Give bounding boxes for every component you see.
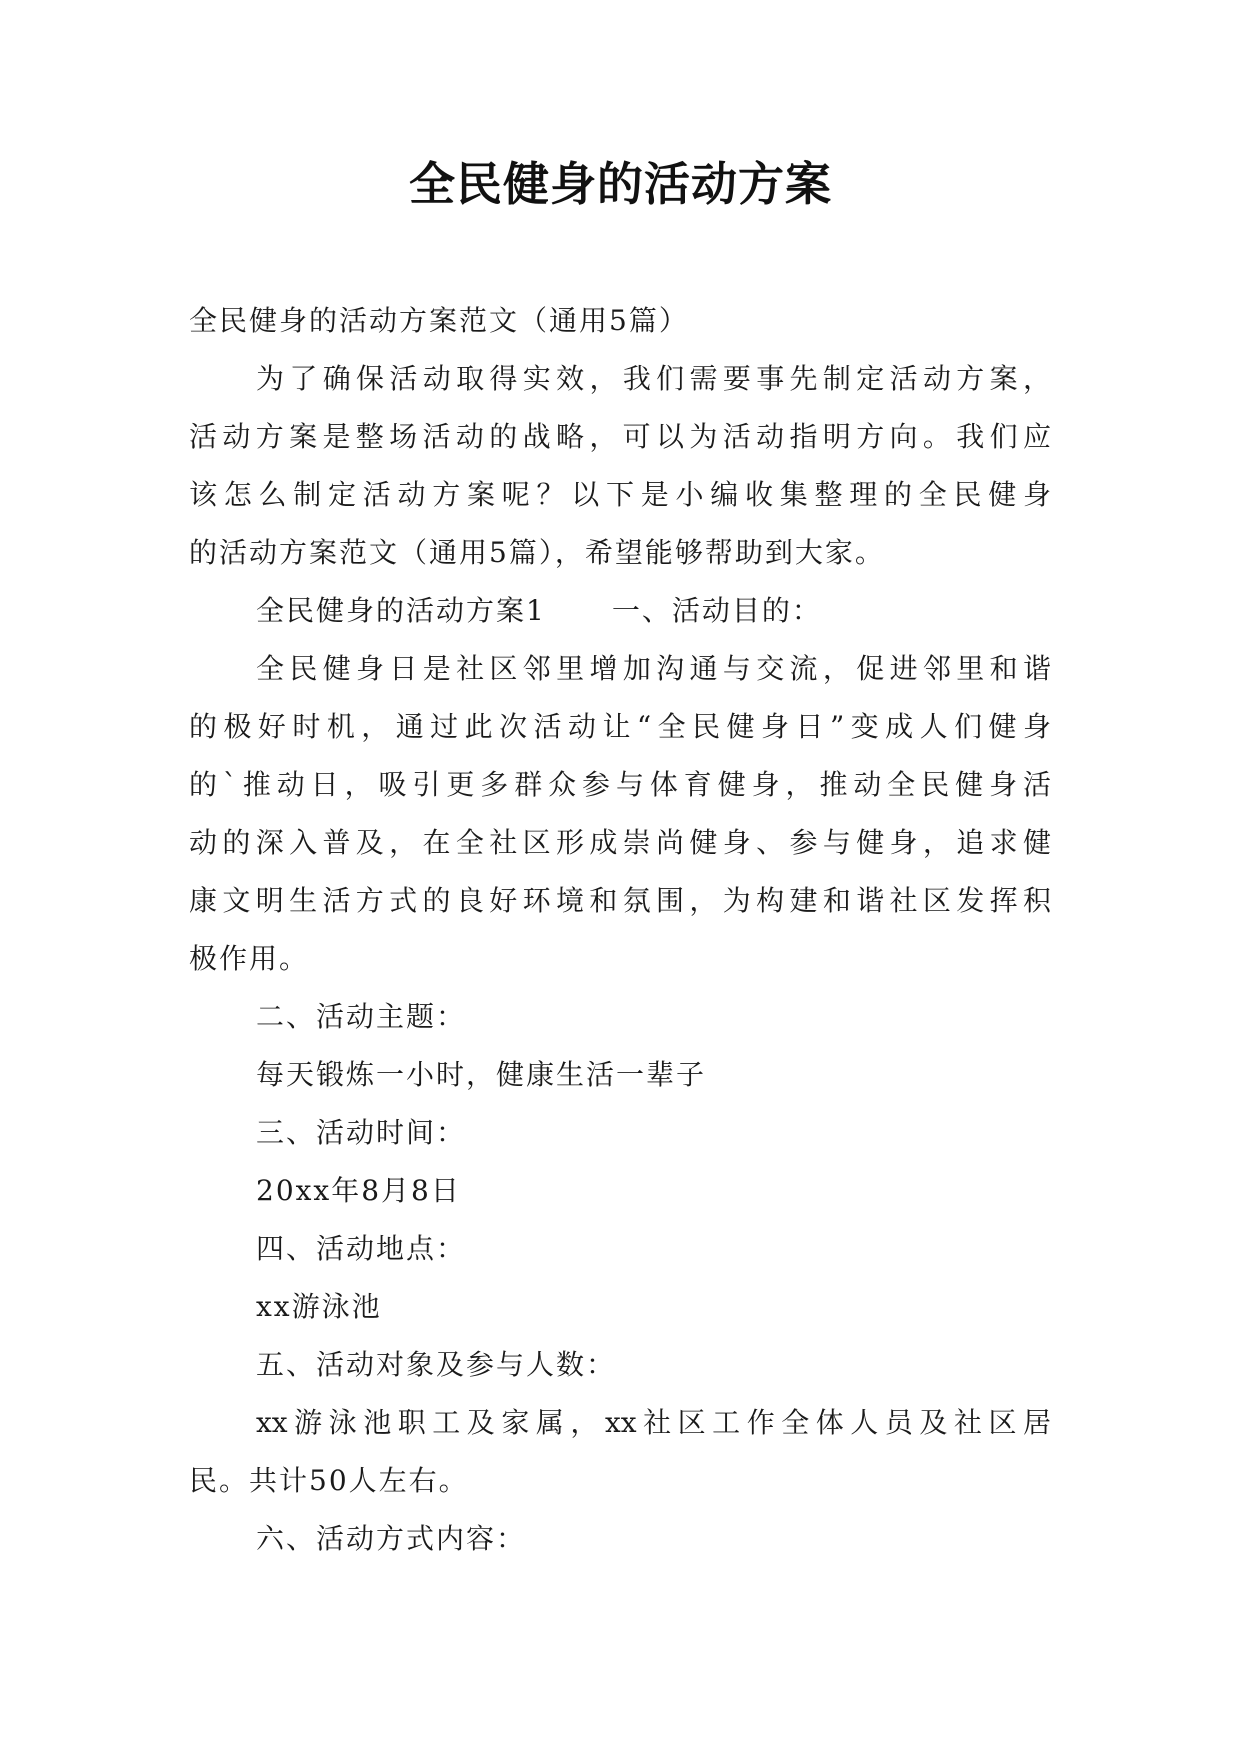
purpose-heading: 一、活动目的： bbox=[611, 594, 822, 627]
theme-text: 每天锻炼一小时，健康生活一辈子 bbox=[256, 1058, 707, 1091]
theme-heading: 二、活动主题： bbox=[256, 1000, 467, 1033]
time-heading: 三、活动时间： bbox=[256, 1116, 467, 1149]
purpose-line: 全民健身日是社区邻里增加沟通与交流，促进邻里和谐 bbox=[256, 652, 1051, 685]
document-title: 全民健身的活动方案 bbox=[409, 157, 832, 211]
section1-heading: 全民健身的活动方案1 bbox=[256, 594, 546, 627]
time-text: 20xx年8月8日 bbox=[256, 1174, 461, 1207]
purpose-line: 康文明生活方式的良好环境和氛围，为构建和谐社区发挥积 bbox=[189, 884, 1051, 917]
purpose-line: 极作用。 bbox=[189, 942, 310, 975]
intro-line: 活动方案是整场活动的战略，可以为活动指明方向。我们应 bbox=[189, 420, 1051, 453]
participants-line: 民。共计50人左右。 bbox=[189, 1464, 469, 1497]
method-heading: 六、活动方式内容： bbox=[256, 1522, 527, 1555]
purpose-line: 的`推动日，吸引更多群众参与体育健身，推动全民健身活 bbox=[189, 768, 1051, 801]
participants-line: xx游泳池职工及家属，xx社区工作全体人员及社区居 bbox=[256, 1406, 1051, 1439]
intro-line: 为了确保活动取得实效，我们需要事先制定活动方案， bbox=[256, 362, 1051, 395]
purpose-line: 动的深入普及，在全社区形成崇尚健身、参与健身，追求健 bbox=[189, 826, 1051, 859]
intro-line: 该怎么制定活动方案呢？以下是小编收集整理的全民健身 bbox=[189, 478, 1051, 511]
participants-heading: 五、活动对象及参与人数： bbox=[256, 1348, 617, 1381]
document-body bbox=[189, 292, 1051, 1568]
section-heading-row bbox=[189, 582, 1051, 640]
subtitle-line: 全民健身的活动方案范文（通用5篇） bbox=[189, 304, 689, 337]
purpose-line: 的极好时机，通过此次活动让“全民健身日”变成人们健身 bbox=[189, 710, 1051, 743]
place-heading: 四、活动地点： bbox=[256, 1232, 467, 1265]
intro-line: 的活动方案范文（通用5篇），希望能够帮助到大家。 bbox=[189, 536, 885, 569]
place-text: xx游泳池 bbox=[256, 1290, 382, 1323]
